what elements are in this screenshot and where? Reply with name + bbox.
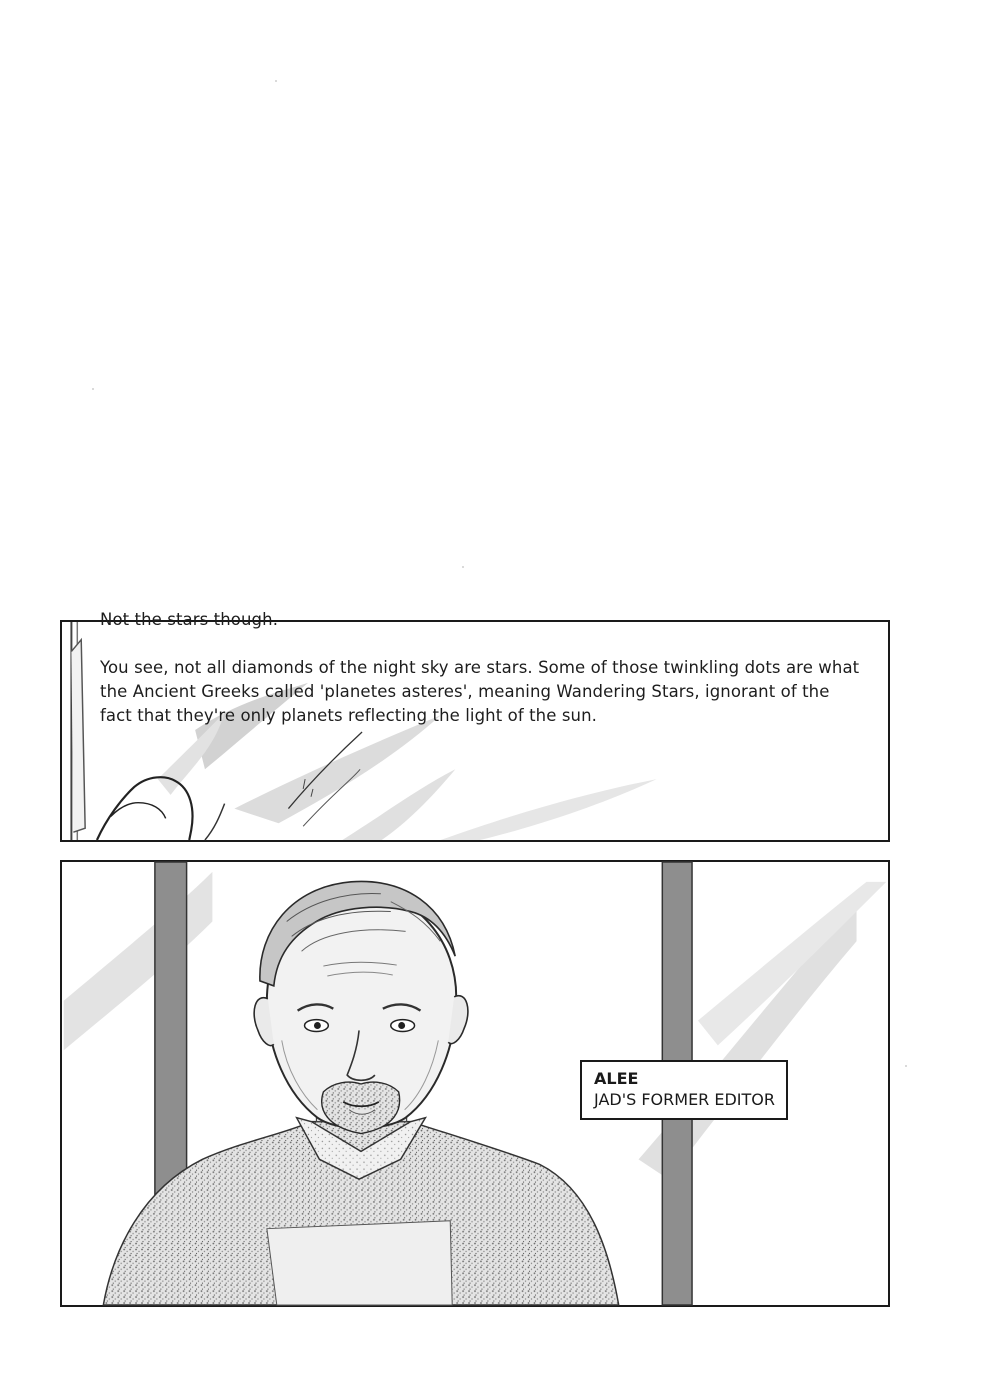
cut-off-caption-line: Not the stars though. <box>100 610 279 629</box>
paper-speck <box>92 388 94 390</box>
paper-speck <box>905 1065 907 1067</box>
paper-speck <box>275 80 277 82</box>
character-name-tag <box>580 1060 788 1120</box>
character-name: ALEE <box>594 1069 639 1088</box>
narration-caption: You see, not all diamonds of the night sky are stars. Some of those twinkling dots are what the Ancient Greeks called 'planetes asteres', meaning Wandering Stars, ignorant of the fact that they're only planets reflecting the light of the sun. <box>100 658 860 725</box>
character-role: JAD'S FORMER EDITOR <box>594 1090 776 1109</box>
window-glare-illustration <box>62 622 888 840</box>
character-panel <box>60 860 890 1307</box>
paper-speck <box>462 566 464 568</box>
caption-panel <box>60 610 890 842</box>
